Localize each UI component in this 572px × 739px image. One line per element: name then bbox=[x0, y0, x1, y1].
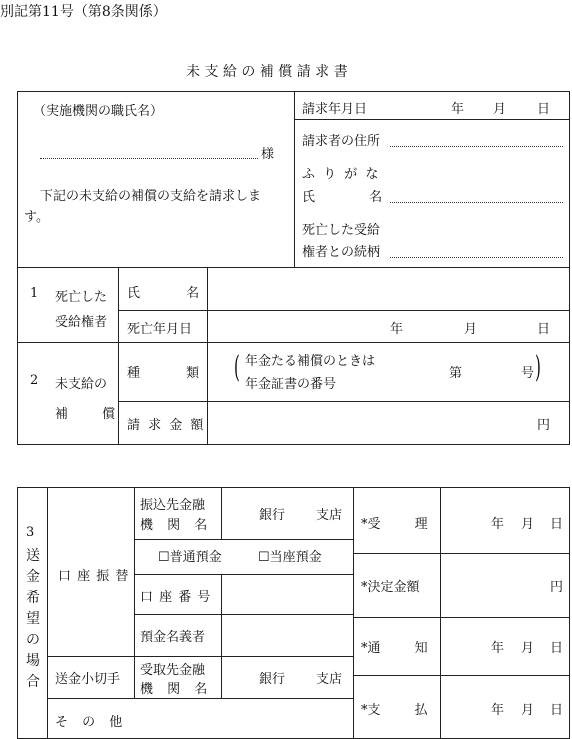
death-year-label: 年 bbox=[390, 322, 404, 337]
claimant-name-label: 氏 名 bbox=[302, 190, 383, 205]
receipt-day: 日 bbox=[550, 517, 564, 532]
receipt-label: *受 理 bbox=[361, 517, 428, 532]
death-date-label: 死亡年月日 bbox=[127, 322, 193, 337]
claim-amount-yen: 円 bbox=[537, 418, 551, 433]
section2-title-line2: 補 償 bbox=[55, 407, 116, 422]
furigana-label: ふ り が な bbox=[302, 167, 379, 182]
account-number-label: 口 座 番 号 bbox=[140, 590, 212, 605]
ordinary-deposit-checkbox[interactable]: ☐普通預金 bbox=[158, 550, 222, 565]
receipt-year: 年 bbox=[491, 517, 505, 532]
section3-number: 3 bbox=[26, 525, 35, 540]
deceased-name-label: 氏 名 bbox=[127, 286, 200, 301]
organization-name-field[interactable] bbox=[40, 158, 258, 159]
payment-label: *支 払 bbox=[361, 703, 428, 718]
other-label: そ の 他 bbox=[55, 715, 128, 730]
notice-day: 日 bbox=[550, 641, 564, 656]
payment-day: 日 bbox=[550, 703, 564, 718]
form-title: 未 支 給 の 補 償 請 求 書 bbox=[186, 64, 348, 80]
request-year-label: 年 bbox=[451, 102, 465, 117]
request-day-label: 日 bbox=[537, 102, 551, 117]
address-label: 請求者の住所 bbox=[302, 134, 381, 149]
decision-amount-label: *決定金額 bbox=[361, 580, 420, 595]
notice-label: *通 知 bbox=[361, 641, 428, 656]
claimant-name-field[interactable] bbox=[390, 202, 563, 203]
recv-bank-label-line2: 機 関 名 bbox=[140, 682, 208, 697]
account-holder-label: 預金名義者 bbox=[140, 630, 206, 645]
payment-month: 月 bbox=[521, 703, 535, 718]
section1-title-line1: 死亡した bbox=[55, 290, 108, 305]
certificate-go-label: 号 bbox=[521, 366, 535, 381]
kind-label: 種 類 bbox=[127, 366, 200, 381]
sama-label: 様 bbox=[261, 147, 275, 162]
remittance-table bbox=[17, 487, 570, 739]
right-paren: ) bbox=[535, 350, 541, 385]
organization-label: （実施機関の職氏名） bbox=[33, 104, 164, 119]
pension-note-line1: 年金たる補償のときは bbox=[245, 354, 376, 369]
death-month-label: 月 bbox=[464, 322, 478, 337]
relation-field[interactable] bbox=[390, 257, 563, 258]
left-paren: ( bbox=[234, 350, 240, 385]
claim-amount-label: 請 求 金 額 bbox=[127, 418, 206, 433]
recv-branch-unit-label: 支店 bbox=[316, 672, 343, 687]
current-deposit-checkbox[interactable]: ☐当座預金 bbox=[258, 550, 322, 565]
death-day-label: 日 bbox=[537, 322, 551, 337]
notice-year: 年 bbox=[491, 641, 505, 656]
bank-unit-label: 銀行 bbox=[259, 508, 286, 523]
recv-bank-label-line1: 受取先金融 bbox=[140, 663, 206, 678]
relation-label-line2: 権者との続柄 bbox=[302, 245, 381, 260]
receipt-month: 月 bbox=[521, 517, 535, 532]
notice-month: 月 bbox=[521, 641, 535, 656]
recv-bank-unit-label: 銀行 bbox=[259, 672, 286, 687]
request-date-label: 請求年月日 bbox=[302, 102, 368, 117]
account-transfer-label: 口 座 振 替 bbox=[58, 569, 130, 584]
bank-label-line1: 振込先金融 bbox=[140, 498, 206, 513]
section2-number: 2 bbox=[30, 373, 39, 388]
pension-note-line2: 年金証書の番号 bbox=[245, 377, 337, 392]
form-number: 別記第11号（第8条関係） bbox=[0, 4, 167, 20]
section1-number: 1 bbox=[30, 286, 39, 301]
section2-title-line1: 未支給の bbox=[55, 377, 108, 392]
request-text-line2: す。 bbox=[24, 210, 49, 225]
certificate-dai-label: 第 bbox=[449, 366, 463, 381]
payment-year: 年 bbox=[491, 703, 505, 718]
section3-title: 送金希望の場合 bbox=[26, 548, 40, 690]
request-month-label: 月 bbox=[493, 102, 507, 117]
request-text-line1: 下記の未支給の補償の支給を請求しま bbox=[40, 189, 262, 204]
address-field[interactable] bbox=[390, 146, 563, 147]
section1-title-line2: 受給権者 bbox=[55, 315, 108, 330]
bank-label-line2: 機 関 名 bbox=[140, 518, 208, 533]
remittance-check-label: 送金小切手 bbox=[55, 672, 121, 687]
decision-amount-yen: 円 bbox=[550, 580, 564, 595]
branch-unit-label: 支店 bbox=[316, 508, 343, 523]
relation-label-line1: 死亡した受給 bbox=[302, 223, 381, 238]
